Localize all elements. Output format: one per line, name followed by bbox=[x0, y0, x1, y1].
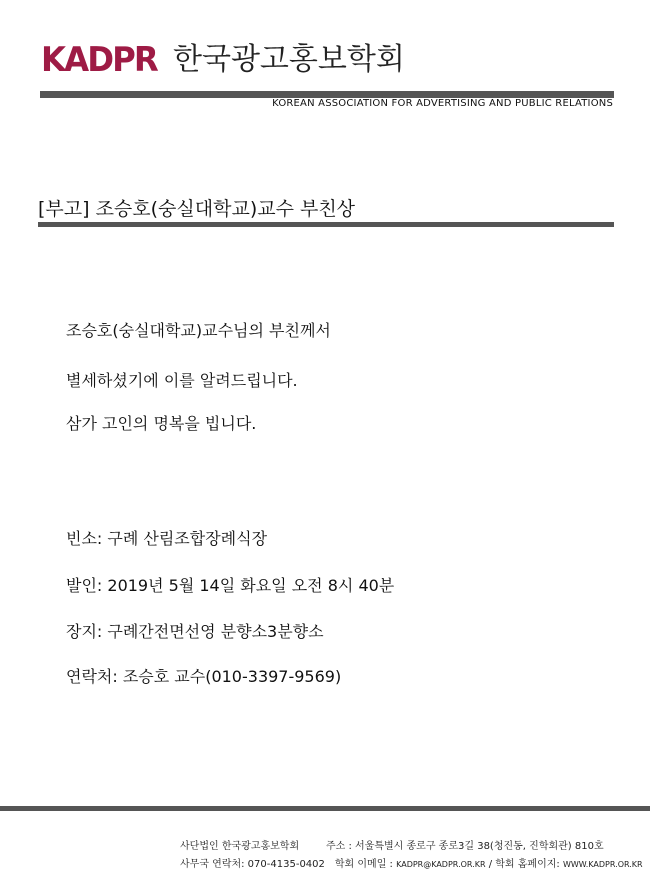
notice-title: [부고] 조승호(숭실대학교)교수 부친상 bbox=[38, 198, 356, 220]
funeral-hall: 빈소: 구례 산림조합장례식장 bbox=[66, 529, 268, 548]
notice-line: 삼가 고인의 명복을 빕니다. bbox=[66, 414, 257, 433]
footer-homepage[interactable]: WWW.KADPR.OR.KR bbox=[562, 859, 643, 869]
footer-org: 사단법인 한국광고홍보학회 bbox=[180, 840, 300, 852]
footer-contact bbox=[335, 855, 643, 870]
header-divider bbox=[40, 91, 614, 98]
logo-mark: KADPR bbox=[41, 40, 157, 80]
footer-divider bbox=[0, 806, 650, 811]
contact-info: 연락처: 조승호 교수(010-3397-9569) bbox=[66, 667, 342, 686]
departure-time: 발인: 2019년 5월 14일 화요일 오전 8시 40분 bbox=[66, 576, 395, 595]
notice-line: 조승호(숭실대학교)교수님의 부친께서 bbox=[66, 321, 331, 340]
footer bbox=[180, 835, 643, 871]
kadpr-logo bbox=[41, 40, 405, 80]
footer-office-phone: 사무국 연락처: 070-4135-0402 bbox=[180, 858, 325, 870]
title-divider bbox=[38, 222, 614, 227]
footer-email-label: 학회 이메일 : bbox=[334, 858, 397, 870]
footer-homepage-label: / 학회 홈페이지: bbox=[485, 858, 563, 870]
notice-line: 별세하셨기에 이를 알려드립니다. bbox=[66, 371, 298, 390]
footer-address: 주소 : 서울특별시 종로구 종로3길 38(청진동, 진학회관) 810호 bbox=[326, 840, 604, 852]
english-organization-name: KOREAN ASSOCIATION FOR ADVERTISING AND PUBLIC RELATIONS bbox=[272, 98, 613, 109]
burial-site: 장지: 구례간전면선영 분향소3분향소 bbox=[66, 622, 324, 641]
footer-email[interactable]: KADPR@KADPR.OR.KR bbox=[396, 859, 486, 869]
organization-name: 한국광고홍보학회 bbox=[172, 42, 405, 77]
